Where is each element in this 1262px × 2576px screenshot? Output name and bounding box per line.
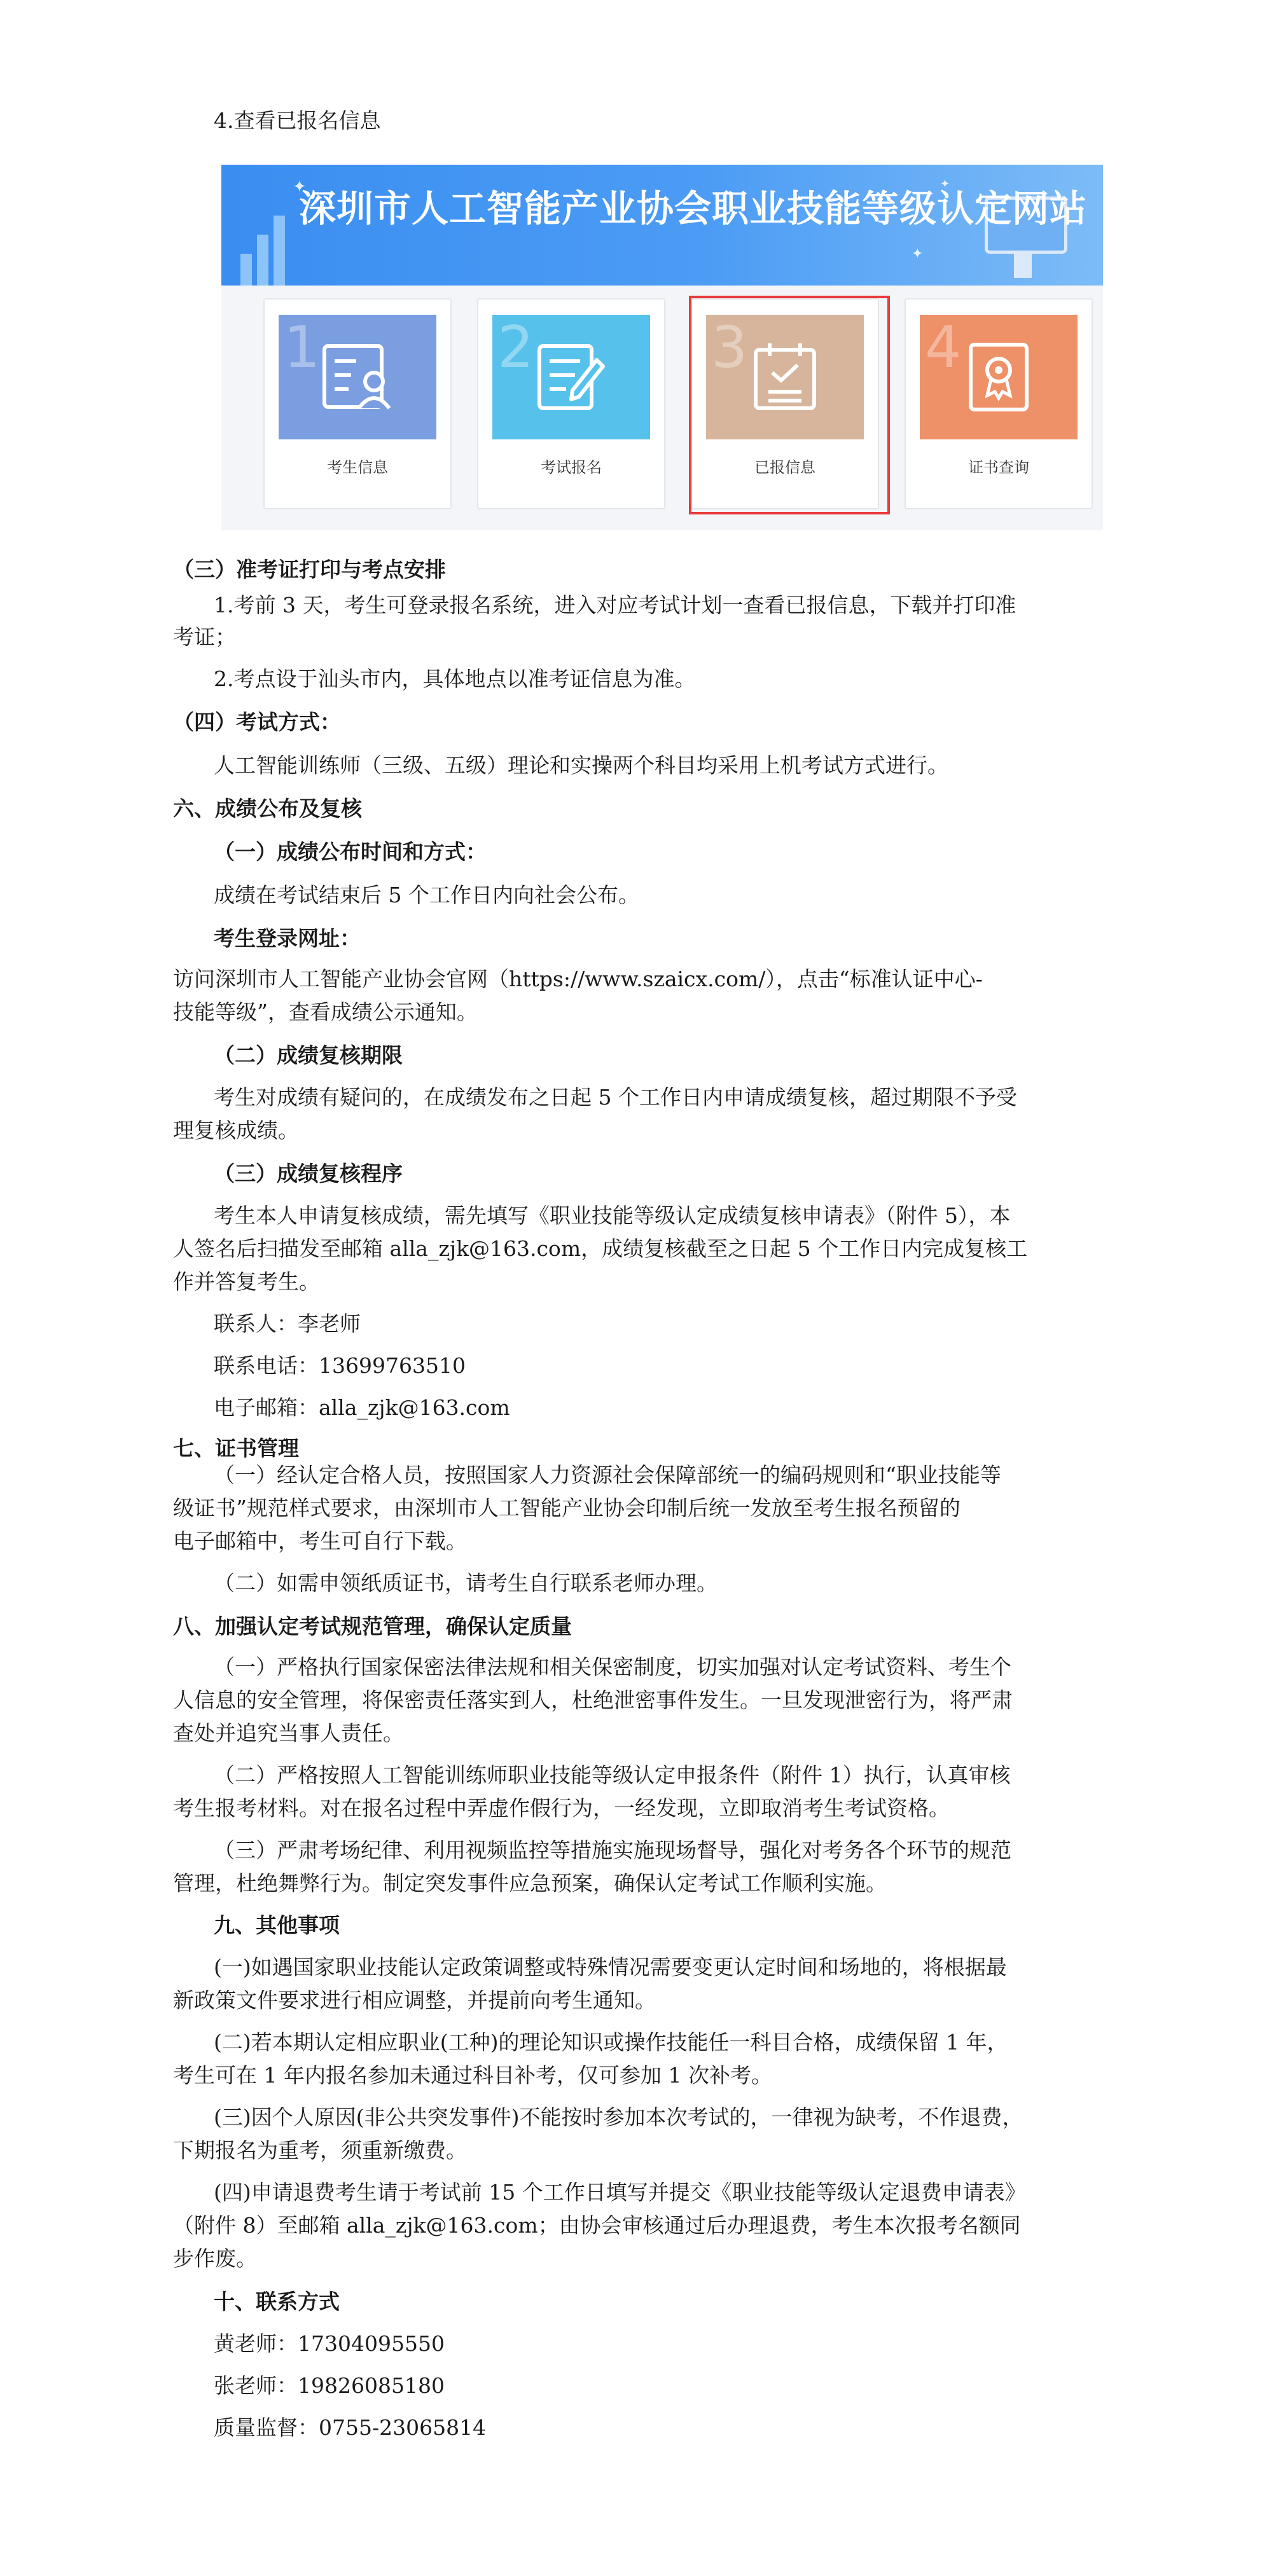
- paragraph-line: 查处并追究当事人责任。: [173, 1721, 404, 1746]
- section-heading: （四）考试方式：: [173, 710, 341, 734]
- section-heading: （三）准考证打印与考点安排: [173, 557, 446, 582]
- contact-line: 联系人：李老师: [214, 1311, 361, 1336]
- card-number: 4: [925, 314, 962, 381]
- step-heading: 4.查看已报名信息: [214, 108, 381, 133]
- website-banner: [221, 165, 1103, 286]
- paragraph-line: 人签名后扫描发至邮箱 alla_zjk@163.com，成绩复核截至之日起 5 个工作日内完成复核工: [173, 1236, 1028, 1261]
- paragraph-line: 级证书”规范样式要求，由深圳市人工智能产业协会印制后统一发放至考生报名预留的: [173, 1496, 960, 1520]
- section-heading: 考生登录网址：: [214, 926, 361, 951]
- paragraph-line: 技能等级”，查看成绩公示通知。: [173, 1000, 478, 1024]
- paragraph-line: 考生对成绩有疑问的，在成绩发布之日起 5 个工作日内申请成绩复核，超过期限不予受: [214, 1085, 1017, 1110]
- sparkle-icon: ✦: [912, 246, 924, 262]
- paragraph-line: 访问深圳市人工智能产业协会官网（https://www.szaicx.com/），点击“标准认证中心-: [173, 967, 983, 991]
- card-number: 1: [284, 314, 321, 381]
- card-candidate-info[interactable]: [263, 298, 452, 509]
- certificate-icon: [960, 342, 1037, 412]
- paragraph-line: 考生可在 1 年内报名参加未通过科目补考，仅可参加 1 次补考。: [173, 2063, 772, 2088]
- paragraph-line: （一）经认定合格人员，按照国家人力资源社会保障部统一的编码规则和“职业技能等: [214, 1463, 1001, 1487]
- paragraph-line: 电子邮箱中，考生可自行下载。: [173, 1529, 467, 1553]
- paragraph-line: (四)申请退费考生请于考试前 15 个工作日填写并提交《职业技能等级认定退费申请表》: [214, 2180, 1026, 2205]
- chapter-heading: 六、成绩公布及复核: [173, 796, 362, 821]
- card-icon-bg: [492, 315, 650, 439]
- section-heading: （二）成绩复核期限: [214, 1043, 403, 1068]
- contact-line: 联系电话：13699763510: [214, 1353, 466, 1378]
- paragraph-line: 理复核成绩。: [173, 1118, 299, 1143]
- paragraph-line: 考证；: [173, 624, 236, 649]
- paragraph-line: 管理，杜绝舞弊行为。制定突发事件应急预案，确保认定考试工作顺利实施。: [173, 1871, 887, 1896]
- sparkle-icon: ✦: [293, 177, 307, 196]
- contact-line: 张老师：19826085180: [214, 2373, 445, 2398]
- paragraph-line: (三)因个人原因(非公共突发事件)不能按时参加本次考试的，一律视为缺考，不作退费，: [214, 2105, 1023, 2130]
- monitor-stand-decoration: [1014, 252, 1032, 278]
- paragraph-line: 下期报名为重考，须重新缴费。: [173, 2138, 467, 2163]
- paragraph-line: （二）如需申领纸质证书，请考生自行联系老师办理。: [214, 1571, 718, 1595]
- section-heading: （一）成绩公布时间和方式：: [214, 839, 487, 864]
- id-card-icon: [319, 342, 396, 412]
- paragraph-line: 2.考点设于汕头市内，具体地点以准考证信息为准。: [214, 666, 696, 691]
- form-edit-icon: [533, 342, 609, 412]
- bar-chart-decoration: [240, 209, 291, 286]
- card-label: 考生信息: [327, 458, 388, 476]
- card-number: 3: [711, 314, 748, 381]
- paragraph-line: 作并答复考生。: [173, 1269, 320, 1294]
- contact-line: 电子邮箱：alla_zjk@163.com: [214, 1395, 510, 1420]
- chapter-heading: 十、联系方式: [214, 2289, 340, 2314]
- paragraph-line: （二）严格按照人工智能训练师职业技能等级认定申报条件（附件 1）执行，认真审核: [214, 1763, 1011, 1787]
- card-icon-bg: [279, 315, 436, 439]
- paragraph-line: 人工智能训练师（三级、五级）理论和实操两个科目均采用上机考试方式进行。: [214, 753, 948, 778]
- paragraph-line: 人信息的安全管理，将保密责任落实到人，杜绝泄密事件发生。一旦发现泄密行为，将严肃: [173, 1688, 1013, 1712]
- card-exam-registration[interactable]: [477, 298, 665, 509]
- paragraph-line: (二)若本期认定相应职业(工种)的理论知识或操作技能任一科目合格，成绩保留 1 年，: [214, 2030, 1008, 2055]
- paragraph-line: 新政策文件要求进行相应调整，并提前向考生通知。: [173, 1988, 656, 2013]
- contact-line: 质量监督：0755-23065814: [214, 2415, 487, 2440]
- paragraph-line: 成绩在考试结束后 5 个工作日内向社会公布。: [214, 883, 639, 907]
- chapter-heading: 七、证书管理: [173, 1436, 299, 1461]
- paragraph-line: （附件 8）至邮箱 alla_zjk@163.com；由协会审核通过后办理退费，考生本次报考名额同: [173, 2213, 1021, 2238]
- website-title: 深圳市人工智能产业协会职业技能等级认定网站: [299, 187, 1088, 230]
- paragraph-line: (一)如遇国家职业技能认定政策调整或特殊情况需要变更认定时间和场地的，将根据最: [214, 1955, 1007, 1980]
- card-label: 证书查询: [968, 458, 1029, 476]
- paragraph-line: （一）严格执行国家保密法律法规和相关保密制度，切实加强对认定考试资料、考生个: [214, 1655, 1011, 1679]
- card-label: 考试报名: [541, 458, 602, 476]
- section-heading: （三）成绩复核程序: [214, 1161, 403, 1186]
- card-certificate-query[interactable]: [905, 298, 1093, 509]
- chapter-heading: 九、其他事项: [214, 1913, 340, 1938]
- website-screenshot: [221, 165, 1103, 530]
- card-icon-bg: [920, 315, 1078, 439]
- sparkle-icon: ✦: [940, 177, 950, 191]
- card-number: 2: [497, 314, 534, 381]
- paragraph-line: （三）严肃考场纪律、利用视频监控等措施实施现场督导，强化对考务各个环节的规范: [214, 1838, 1011, 1863]
- paragraph-line: 1.考前 3 天，考生可登录报名系统，进入对应考试计划一查看已报信息，下载并打印准: [214, 593, 1016, 617]
- card-label: 已报信息: [754, 458, 815, 476]
- paragraph-line: 考生报考材料。对在报名过程中弄虚作假行为，一经发现，立即取消考生考试资格。: [173, 1796, 950, 1821]
- chapter-heading: 八、加强认定考试规范管理，确保认定质量: [173, 1614, 572, 1639]
- paragraph-line: 考生本人申请复核成绩，需先填写《职业技能等级认定成绩复核申请表》（附件 5），本: [214, 1203, 1011, 1228]
- highlight-box: [689, 296, 890, 514]
- paragraph-line: 步作废。: [173, 2246, 257, 2271]
- contact-line: 黄老师：17304095550: [214, 2331, 445, 2356]
